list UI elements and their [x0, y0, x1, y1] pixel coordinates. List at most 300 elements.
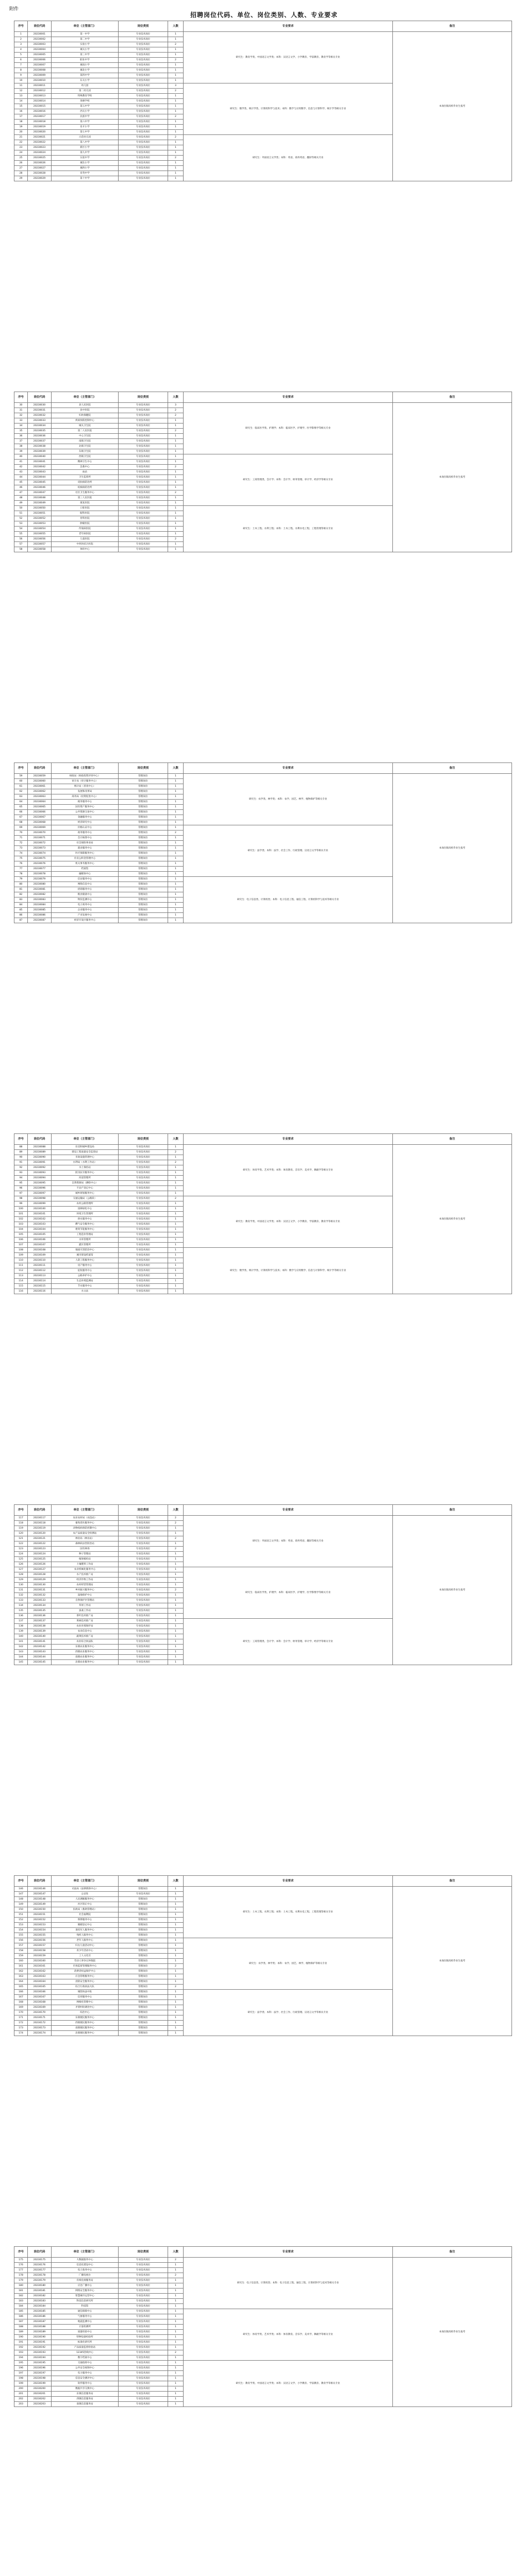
cell-code: 20230112 — [28, 1268, 52, 1274]
column-header-count: 人数 — [168, 2247, 184, 2258]
cell-count: 2 — [168, 1160, 184, 1165]
cell-seq: 82 — [14, 892, 28, 897]
positions-table — [14, 392, 512, 552]
cell-code: 20230126 — [28, 1562, 52, 1567]
column-header-count: 人数 — [168, 1876, 184, 1887]
cell-unit: 老年人服务中心 — [52, 1938, 119, 1943]
cell-category: 管理岗位 — [119, 2015, 168, 2021]
cell-seq: 84 — [14, 903, 28, 908]
cell-seq: 54 — [14, 527, 28, 532]
cell-seq: 2 — [14, 37, 28, 42]
cell-code: 20230021 — [28, 135, 52, 140]
cell-seq: 50 — [14, 506, 28, 511]
cell-unit: 果树技术推广站 — [52, 1619, 119, 1624]
cell-seq: 170 — [14, 2010, 28, 2015]
cell-category: 管理岗位 — [119, 861, 168, 867]
table-row — [14, 2258, 512, 2263]
cell-unit: 实验小学 — [52, 42, 119, 47]
cell-seq: 40 — [14, 454, 28, 460]
cell-unit: 劳动人事争议仲裁院 — [52, 1959, 119, 1964]
cell-code: 20230144 — [28, 1655, 52, 1660]
cell-unit: 大数据服务中心 — [52, 2258, 119, 2263]
table-row — [14, 403, 512, 408]
cell-category: 专业技术岗位 — [119, 47, 168, 53]
column-header-code: 岗位代码 — [28, 1876, 52, 1887]
cell-category: 专业技术岗位 — [119, 125, 168, 130]
cell-code: 20230002 — [28, 37, 52, 42]
cell-category: 专业技术岗位 — [119, 480, 168, 485]
cell-code: 20230025 — [28, 156, 52, 161]
cell-code: 20230184 — [28, 2304, 52, 2309]
cell-code: 20230031 — [28, 408, 52, 413]
cell-seq: 127 — [14, 1567, 28, 1572]
cell-code: 20230060 — [28, 779, 52, 784]
cell-seq: 174 — [14, 2031, 28, 2036]
cell-code: 20230022 — [28, 140, 52, 145]
cell-count: 1 — [168, 1274, 184, 1279]
cell-seq: 144 — [14, 1655, 28, 1660]
cell-seq: 20 — [14, 130, 28, 135]
cell-code: 20230155 — [28, 1933, 52, 1938]
cell-count: 1 — [168, 1624, 184, 1629]
cell-seq: 104 — [14, 1227, 28, 1232]
column-header-unit: 单位（主管部门） — [52, 763, 119, 774]
cell-unit: 医疗保障服务中心 — [52, 851, 119, 856]
column-header-code: 岗位代码 — [28, 763, 52, 774]
cell-code: 20230061 — [28, 784, 52, 789]
cell-count: 1 — [168, 918, 184, 923]
cell-category: 专业技术岗位 — [119, 1186, 168, 1191]
cell-code: 20230111 — [28, 1263, 52, 1268]
cell-code: 20230054 — [28, 527, 52, 532]
cell-seq: 59 — [14, 774, 28, 779]
cell-category: 专业技术岗位 — [119, 1639, 168, 1645]
column-header-seq: 序号 — [14, 1134, 28, 1145]
cell-count: 1 — [168, 1887, 184, 1892]
cell-count: 2 — [168, 58, 184, 63]
cell-category: 管理岗位 — [119, 903, 168, 908]
cell-unit: 公路养护中心 — [52, 1274, 119, 1279]
cell-count: 1 — [168, 2314, 184, 2319]
cell-code: 20230011 — [28, 83, 52, 89]
cell-count: 1 — [168, 1897, 184, 1902]
cell-code: 20230164 — [28, 1979, 52, 1985]
cell-count: 1 — [168, 1145, 184, 1150]
cell-seq: 110 — [14, 1258, 28, 1263]
cell-seq: 49 — [14, 501, 28, 506]
cell-count: 1 — [168, 166, 184, 171]
column-header-seq: 序号 — [14, 392, 28, 403]
cell-count: 1 — [168, 2345, 184, 2350]
cell-count: 1 — [168, 1155, 184, 1160]
cell-unit: 数字档案中心 — [52, 2355, 119, 2361]
cell-code: 20230053 — [28, 521, 52, 527]
column-header-category: 岗位类别 — [119, 763, 168, 774]
cell-seq: 34 — [14, 423, 28, 429]
cell-count: 2 — [168, 89, 184, 94]
cell-category: 专业技术岗位 — [119, 506, 168, 511]
cell-unit: 特种设备检验所 — [52, 2335, 119, 2340]
cell-category: 管理岗位 — [119, 1912, 168, 1918]
cell-count: 1 — [168, 2340, 184, 2345]
cell-category: 专业技术岗位 — [119, 1165, 168, 1171]
cell-unit: 种子管理站 — [52, 1552, 119, 1557]
cell-code: 20230198 — [28, 2376, 52, 2381]
cell-major: 研究生：体育学类、艺术学类；本科：体育教育、音乐学、美术学、舞蹈学等相关专业 — [184, 2309, 393, 2361]
cell-code: 20230078 — [28, 872, 52, 877]
cell-count: 1 — [168, 1567, 184, 1572]
cell-count: 2 — [168, 2258, 184, 2263]
cell-seq: 103 — [14, 1222, 28, 1227]
cell-unit: 第二人民医院 — [52, 429, 119, 434]
cell-seq: 141 — [14, 1639, 28, 1645]
cell-code: 20230101 — [28, 1212, 52, 1217]
cell-unit: 就业服务中心 — [52, 846, 119, 851]
cell-seq: 13 — [14, 94, 28, 99]
cell-category: 管理岗位 — [119, 2026, 168, 2031]
cell-count: 2 — [168, 1985, 184, 1990]
cell-code: 20230047 — [28, 490, 52, 496]
cell-count: 1 — [168, 1629, 184, 1634]
cell-major: 研究生：教育学类、中国语言文学类；本科：汉语言文学、小学教育、学前教育、教育学等相关专业 — [184, 1196, 393, 1248]
cell-unit: 南镇卫生院 — [52, 439, 119, 444]
cell-code: 20230010 — [28, 78, 52, 83]
cell-count: 1 — [168, 470, 184, 475]
cell-unit: 精神卫生中心 — [52, 460, 119, 465]
cell-unit: 公共资源交易中心 — [52, 810, 119, 815]
cell-category: 专业技术岗位 — [119, 1150, 168, 1155]
cell-code: 20230191 — [28, 2340, 52, 2345]
cell-count: 1 — [168, 1268, 184, 1274]
cell-unit: 老年病医院 — [52, 532, 119, 537]
cell-count: 1 — [168, 1959, 184, 1964]
cell-category: 管理岗位 — [119, 918, 168, 923]
cell-count: 1 — [168, 794, 184, 800]
cell-count: 1 — [168, 1598, 184, 1603]
cell-code: 20230106 — [28, 1238, 52, 1243]
cell-category: 专业技术岗位 — [119, 1268, 168, 1274]
cell-count: 1 — [168, 423, 184, 429]
cell-seq: 66 — [14, 810, 28, 815]
cell-code: 20230182 — [28, 2294, 52, 2299]
column-header-category: 岗位类别 — [119, 2247, 168, 2258]
cell-seq: 21 — [14, 135, 28, 140]
cell-seq: 151 — [14, 1912, 28, 1918]
cell-category: 管理岗位 — [119, 815, 168, 820]
cell-unit: 社会福利院 — [52, 1912, 119, 1918]
cell-unit: 综合行政执法大队 — [52, 1985, 119, 1990]
cell-seq: 99 — [14, 1201, 28, 1207]
cell-code: 20230096 — [28, 1186, 52, 1191]
cell-code: 20230102 — [28, 1217, 52, 1222]
cell-unit: 公共安全视频中心 — [52, 2366, 119, 2371]
cell-count: 1 — [168, 2304, 184, 2309]
cell-seq: 64 — [14, 800, 28, 805]
cell-category: 专业技术岗位 — [119, 42, 168, 47]
cell-count: 2 — [168, 1521, 184, 1526]
cell-category: 专业技术岗位 — [119, 1624, 168, 1629]
cell-count: 1 — [168, 1660, 184, 1665]
cell-count: 1 — [168, 1969, 184, 1974]
cell-category: 专业技术岗位 — [119, 1593, 168, 1598]
cell-seq: 85 — [14, 908, 28, 913]
cell-seq: 143 — [14, 1650, 28, 1655]
cell-category: 专业技术岗位 — [119, 1578, 168, 1583]
cell-code: 20230073 — [28, 846, 52, 851]
cell-seq: 53 — [14, 521, 28, 527]
cell-count: 1 — [168, 1923, 184, 1928]
column-header-count: 人数 — [168, 392, 184, 403]
cell-category: 管理岗位 — [119, 841, 168, 846]
cell-unit: 第二中学 — [52, 37, 119, 42]
cell-category: 专业技术岗位 — [119, 78, 168, 83]
cell-seq: 132 — [14, 1593, 28, 1598]
cell-category: 专业技术岗位 — [119, 2330, 168, 2335]
cell-category: 专业技术岗位 — [119, 1614, 168, 1619]
cell-code: 20230001 — [28, 32, 52, 37]
cell-count: 1 — [168, 2026, 184, 2031]
cell-unit: 蚕桑工作站 — [52, 1608, 119, 1614]
cell-count: 1 — [168, 2381, 184, 2386]
cell-code: 20230162 — [28, 1969, 52, 1974]
cell-unit: 工人文化宫 — [52, 1954, 119, 1959]
cell-unit: 自然保护区管理站 — [52, 1598, 119, 1603]
cell-code: 20230056 — [28, 537, 52, 542]
cell-category: 管理岗位 — [119, 867, 168, 872]
cell-seq: 26 — [14, 161, 28, 166]
column-header-remark: 备注 — [393, 2247, 512, 2258]
cell-code: 20230183 — [28, 2299, 52, 2304]
cell-category: 专业技术岗位 — [119, 2355, 168, 2361]
cell-category: 专业技术岗位 — [119, 1619, 168, 1624]
cell-unit: 房产服务中心 — [52, 1263, 119, 1268]
cell-count: 1 — [168, 1526, 184, 1531]
cell-count: 1 — [168, 1201, 184, 1207]
table-row — [14, 1887, 512, 1892]
cell-count: 1 — [168, 140, 184, 145]
cell-unit: 畜牧兽医服务中心 — [52, 1521, 119, 1526]
cell-count: 1 — [168, 2355, 184, 2361]
cell-category: 专业技术岗位 — [119, 1238, 168, 1243]
cell-count: 1 — [168, 109, 184, 114]
cell-seq: 37 — [14, 439, 28, 444]
cell-count: 1 — [168, 2299, 184, 2304]
cell-code: 20230076 — [28, 861, 52, 867]
cell-category: 管理岗位 — [119, 794, 168, 800]
cell-category: 管理岗位 — [119, 1918, 168, 1923]
cell-category: 专业技术岗位 — [119, 176, 168, 181]
cell-unit: 城关卫生院 — [52, 423, 119, 429]
cell-unit: 招商服务中心 — [52, 887, 119, 892]
column-header-unit: 单位（主管部门） — [52, 1134, 119, 1145]
cell-category: 专业技术岗位 — [119, 2340, 168, 2345]
cell-unit: 中心卫生院 — [52, 434, 119, 439]
cell-seq: 195 — [14, 2361, 28, 2366]
cell-seq: 194 — [14, 2355, 28, 2361]
cell-category: 管理岗位 — [119, 825, 168, 831]
cell-code: 20230099 — [28, 1201, 52, 1207]
cell-code: 20230163 — [28, 1974, 52, 1979]
cell-unit: 工程造价管理站 — [52, 1232, 119, 1238]
cell-seq: 126 — [14, 1562, 28, 1567]
cell-count: 2 — [168, 490, 184, 496]
cell-major: 研究生：外国语言文学类；本科：英语、商务英语、翻译等相关专业 — [184, 135, 393, 181]
cell-major: 研究生：土木工程、水利工程；本科：土木工程、水利水电工程、工程管理等相关专业 — [184, 1887, 393, 1938]
cell-seq: 160 — [14, 1959, 28, 1964]
cell-category: 专业技术岗位 — [119, 1588, 168, 1593]
cell-count: 2 — [168, 413, 184, 418]
cell-count: 1 — [168, 1531, 184, 1536]
cell-seq: 156 — [14, 1938, 28, 1943]
cell-seq: 24 — [14, 150, 28, 156]
cell-count: 1 — [168, 480, 184, 485]
table-page — [14, 1504, 512, 1665]
cell-unit: 北镇农业服务中心 — [52, 1660, 119, 1665]
cell-category: 管理岗位 — [119, 2010, 168, 2015]
cell-count: 1 — [168, 99, 184, 104]
cell-code: 20230079 — [28, 877, 52, 882]
cell-seq: 101 — [14, 1212, 28, 1217]
cell-unit: 融媒体中心 — [52, 872, 119, 877]
table-header — [14, 2247, 512, 2258]
cell-seq: 145 — [14, 1660, 28, 1665]
cell-category: 专业技术岗位 — [119, 2268, 168, 2273]
cell-seq: 14 — [14, 99, 28, 104]
cell-unit: 实验中学 — [52, 156, 119, 161]
cell-category: 管理岗位 — [119, 1943, 168, 1948]
cell-code: 20230192 — [28, 2345, 52, 2350]
cell-code: 20230201 — [28, 2392, 52, 2397]
cell-unit: 网络信息中心 — [52, 882, 119, 887]
cell-seq: 22 — [14, 140, 28, 145]
cell-count: 1 — [168, 1165, 184, 1171]
cell-code: 20230038 — [28, 444, 52, 449]
cell-count: 2 — [168, 831, 184, 836]
cell-seq: 35 — [14, 429, 28, 434]
cell-seq: 192 — [14, 2345, 28, 2350]
cell-category: 管理岗位 — [119, 774, 168, 779]
cell-category: 专业技术岗位 — [119, 1212, 168, 1217]
cell-code: 20230019 — [28, 125, 52, 130]
cell-seq: 157 — [14, 1943, 28, 1948]
cell-code: 20230058 — [28, 547, 52, 552]
cell-code: 20230145 — [28, 1660, 52, 1665]
cell-seq: 173 — [14, 2026, 28, 2031]
cell-seq: 83 — [14, 897, 28, 903]
cell-category: 专业技术岗位 — [119, 521, 168, 527]
cell-unit: 园林绿化中心 — [52, 1207, 119, 1212]
cell-code: 20230077 — [28, 867, 52, 872]
cell-seq: 158 — [14, 1948, 28, 1954]
cell-code: 20230065 — [28, 805, 52, 810]
cell-category: 专业技术岗位 — [119, 140, 168, 145]
cell-code: 20230150 — [28, 1907, 52, 1912]
cell-category: 专业技术岗位 — [119, 485, 168, 490]
cell-category: 专业技术岗位 — [119, 1562, 168, 1567]
cell-code: 20230012 — [28, 89, 52, 94]
cell-major: 研究生：农学类、林学类；本科：农学、园艺、林学、植物保护等相关专业 — [184, 1938, 393, 1990]
cell-remark: 本岗位限高校毕业生报考 — [393, 32, 512, 181]
cell-unit: 网络安全服务中心 — [52, 2289, 119, 2294]
column-header-category: 岗位类别 — [119, 1876, 168, 1887]
cell-seq: 139 — [14, 1629, 28, 1634]
cell-major: 研究生：临床医学类、护理学；本科：临床医学、护理学、医学影像学等相关专业 — [184, 1567, 393, 1619]
cell-code: 20230110 — [28, 1258, 52, 1263]
cell-category: 管理岗位 — [119, 892, 168, 897]
cell-seq: 165 — [14, 1985, 28, 1990]
cell-code: 20230008 — [28, 68, 52, 73]
cell-code: 20230174 — [28, 2031, 52, 2036]
cell-unit: 南镇便民服务中心 — [52, 2026, 119, 2031]
cell-count: 1 — [168, 1207, 184, 1212]
cell-code: 20230093 — [28, 1171, 52, 1176]
cell-code: 20230152 — [28, 1918, 52, 1923]
cell-code: 20230180 — [28, 2283, 52, 2289]
column-header-major: 专业要求 — [184, 1134, 393, 1145]
cell-count: 1 — [168, 784, 184, 789]
cell-code: 20230149 — [28, 1902, 52, 1907]
cell-category: 专业技术岗位 — [119, 2350, 168, 2355]
cell-seq: 178 — [14, 2273, 28, 2278]
cell-seq: 184 — [14, 2304, 28, 2309]
cell-count: 1 — [168, 2402, 184, 2407]
cell-remark: 本岗位限高校毕业生报考 — [393, 1516, 512, 1665]
cell-seq: 9 — [14, 73, 28, 78]
cell-code: 20230027 — [28, 166, 52, 171]
cell-seq: 23 — [14, 145, 28, 150]
cell-category: 专业技术岗位 — [119, 511, 168, 516]
cell-unit: 住房和城乡建设局 — [52, 1145, 119, 1150]
cell-count: 1 — [168, 1938, 184, 1943]
cell-count: 1 — [168, 841, 184, 846]
cell-count: 3 — [168, 403, 184, 408]
cell-count: 1 — [168, 94, 184, 99]
cell-count: 1 — [168, 2376, 184, 2381]
cell-category: 专业技术岗位 — [119, 1526, 168, 1531]
cell-code: 20230202 — [28, 2397, 52, 2402]
cell-unit: 城北小学 — [52, 68, 119, 73]
cell-seq: 27 — [14, 166, 28, 171]
column-header-remark: 备注 — [393, 392, 512, 403]
cell-seq: 106 — [14, 1238, 28, 1243]
cell-code: 20230135 — [28, 1608, 52, 1614]
cell-seq: 80 — [14, 882, 28, 887]
cell-seq: 7 — [14, 63, 28, 68]
cell-category: 专业技术岗位 — [119, 1660, 168, 1665]
cell-count: 1 — [168, 1948, 184, 1954]
cell-unit: 农业机械化服务中心 — [52, 1567, 119, 1572]
cell-category: 管理岗位 — [119, 1985, 168, 1990]
cell-unit: 蔬菜技术推广站 — [52, 1634, 119, 1639]
cell-unit: 建设工程质量安全监督站 — [52, 1150, 119, 1155]
cell-seq: 128 — [14, 1572, 28, 1578]
column-header-unit: 单位（主管部门） — [52, 392, 119, 403]
cell-unit: 消防安全服务中心 — [52, 1979, 119, 1985]
cell-code: 20230082 — [28, 892, 52, 897]
cell-count: 1 — [168, 1907, 184, 1912]
cell-seq: 114 — [14, 1279, 28, 1284]
cell-category: 专业技术岗位 — [119, 1547, 168, 1552]
cell-category: 管理岗位 — [119, 856, 168, 861]
cell-unit: 殡葬服务中心 — [52, 1918, 119, 1923]
cell-code: 20230195 — [28, 2361, 52, 2366]
cell-major: 研究生：法学类；本科：法学、社会工作、行政管理、汉语言文学等相关专业 — [184, 1990, 393, 2036]
cell-seq: 153 — [14, 1923, 28, 1928]
cell-category: 专业技术岗位 — [119, 1552, 168, 1557]
cell-category: 专业技术岗位 — [119, 403, 168, 408]
cell-category: 专业技术岗位 — [119, 454, 168, 460]
column-header-count: 人数 — [168, 1134, 184, 1145]
